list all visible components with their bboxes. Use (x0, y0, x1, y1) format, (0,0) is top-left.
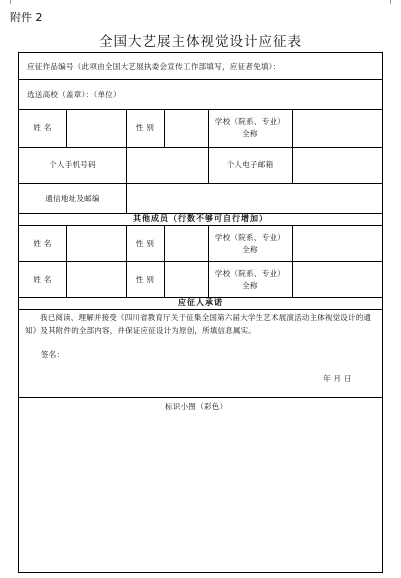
col-divider (66, 109, 67, 147)
member-school-label: 学校（院系、专业） (214, 233, 286, 242)
row-divider (19, 109, 382, 110)
school-fullname-label-line2: 全称 (242, 129, 258, 138)
row-divider (19, 147, 382, 148)
col-divider (292, 147, 293, 183)
col-divider (66, 225, 67, 297)
date-label: 年 月 日 (323, 374, 352, 383)
member-name-label: 姓 名 (33, 275, 52, 284)
col-divider (164, 109, 165, 147)
row-divider (19, 261, 382, 262)
address-label: 通信地址及邮编 (45, 194, 100, 203)
col-divider (292, 109, 293, 147)
row-divider (19, 397, 382, 398)
email-label: 个人电子邮箱 (226, 160, 274, 169)
col-divider (126, 225, 127, 297)
page-corner-mark-left (2, 0, 11, 4)
member-gender-label: 性 别 (135, 275, 155, 284)
member-name-label: 姓 名 (33, 239, 52, 248)
pledge-heading: 应征人承诺 (178, 298, 223, 307)
page-corner-mark-right (390, 0, 399, 4)
logo-sketch-label: 标识小图（彩色） (165, 402, 228, 411)
other-members-heading: 其他成员（行数不够可自行增加） (133, 214, 268, 223)
school-label: 选送高校（盖章）：（单位） (27, 90, 121, 99)
row-divider (19, 225, 382, 226)
signature-label: 签名： (41, 350, 65, 359)
application-form-table (18, 52, 383, 573)
row-divider (19, 183, 382, 184)
attachment-label: 附件 2 (10, 11, 43, 24)
col-divider (126, 183, 127, 213)
col-divider (292, 225, 293, 297)
member-school-label-line2: 全称 (242, 245, 258, 254)
gender-label: 性 别 (135, 123, 155, 132)
phone-label: 个人手机号码 (49, 160, 96, 169)
school-fullname-label: 学校（院系、专业） (214, 117, 286, 126)
member-school-label-line2: 全称 (242, 281, 258, 290)
member-school-label: 学校（院系、专业） (214, 269, 286, 278)
member-gender-label: 性 别 (135, 239, 155, 248)
name-label: 姓 名 (33, 123, 52, 132)
col-divider (164, 225, 165, 297)
col-divider (126, 147, 127, 183)
page-title: 全国大艺展主体视觉设计应征表 (99, 34, 302, 50)
row-divider (19, 79, 382, 80)
pledge-text: 我已阅读、理解并接受《四川省教育厅关于征集全国第六届大学生艺术展演活动主体视觉设计的通知》及其附件的全部内容，并保证应征设计为原创，所填信息属实。 (25, 313, 372, 335)
work-number-label: 应征作品编号（此项由全国大艺展执委会宣传工作部填写，应征者免填）： (27, 62, 281, 71)
row-divider (19, 309, 382, 310)
